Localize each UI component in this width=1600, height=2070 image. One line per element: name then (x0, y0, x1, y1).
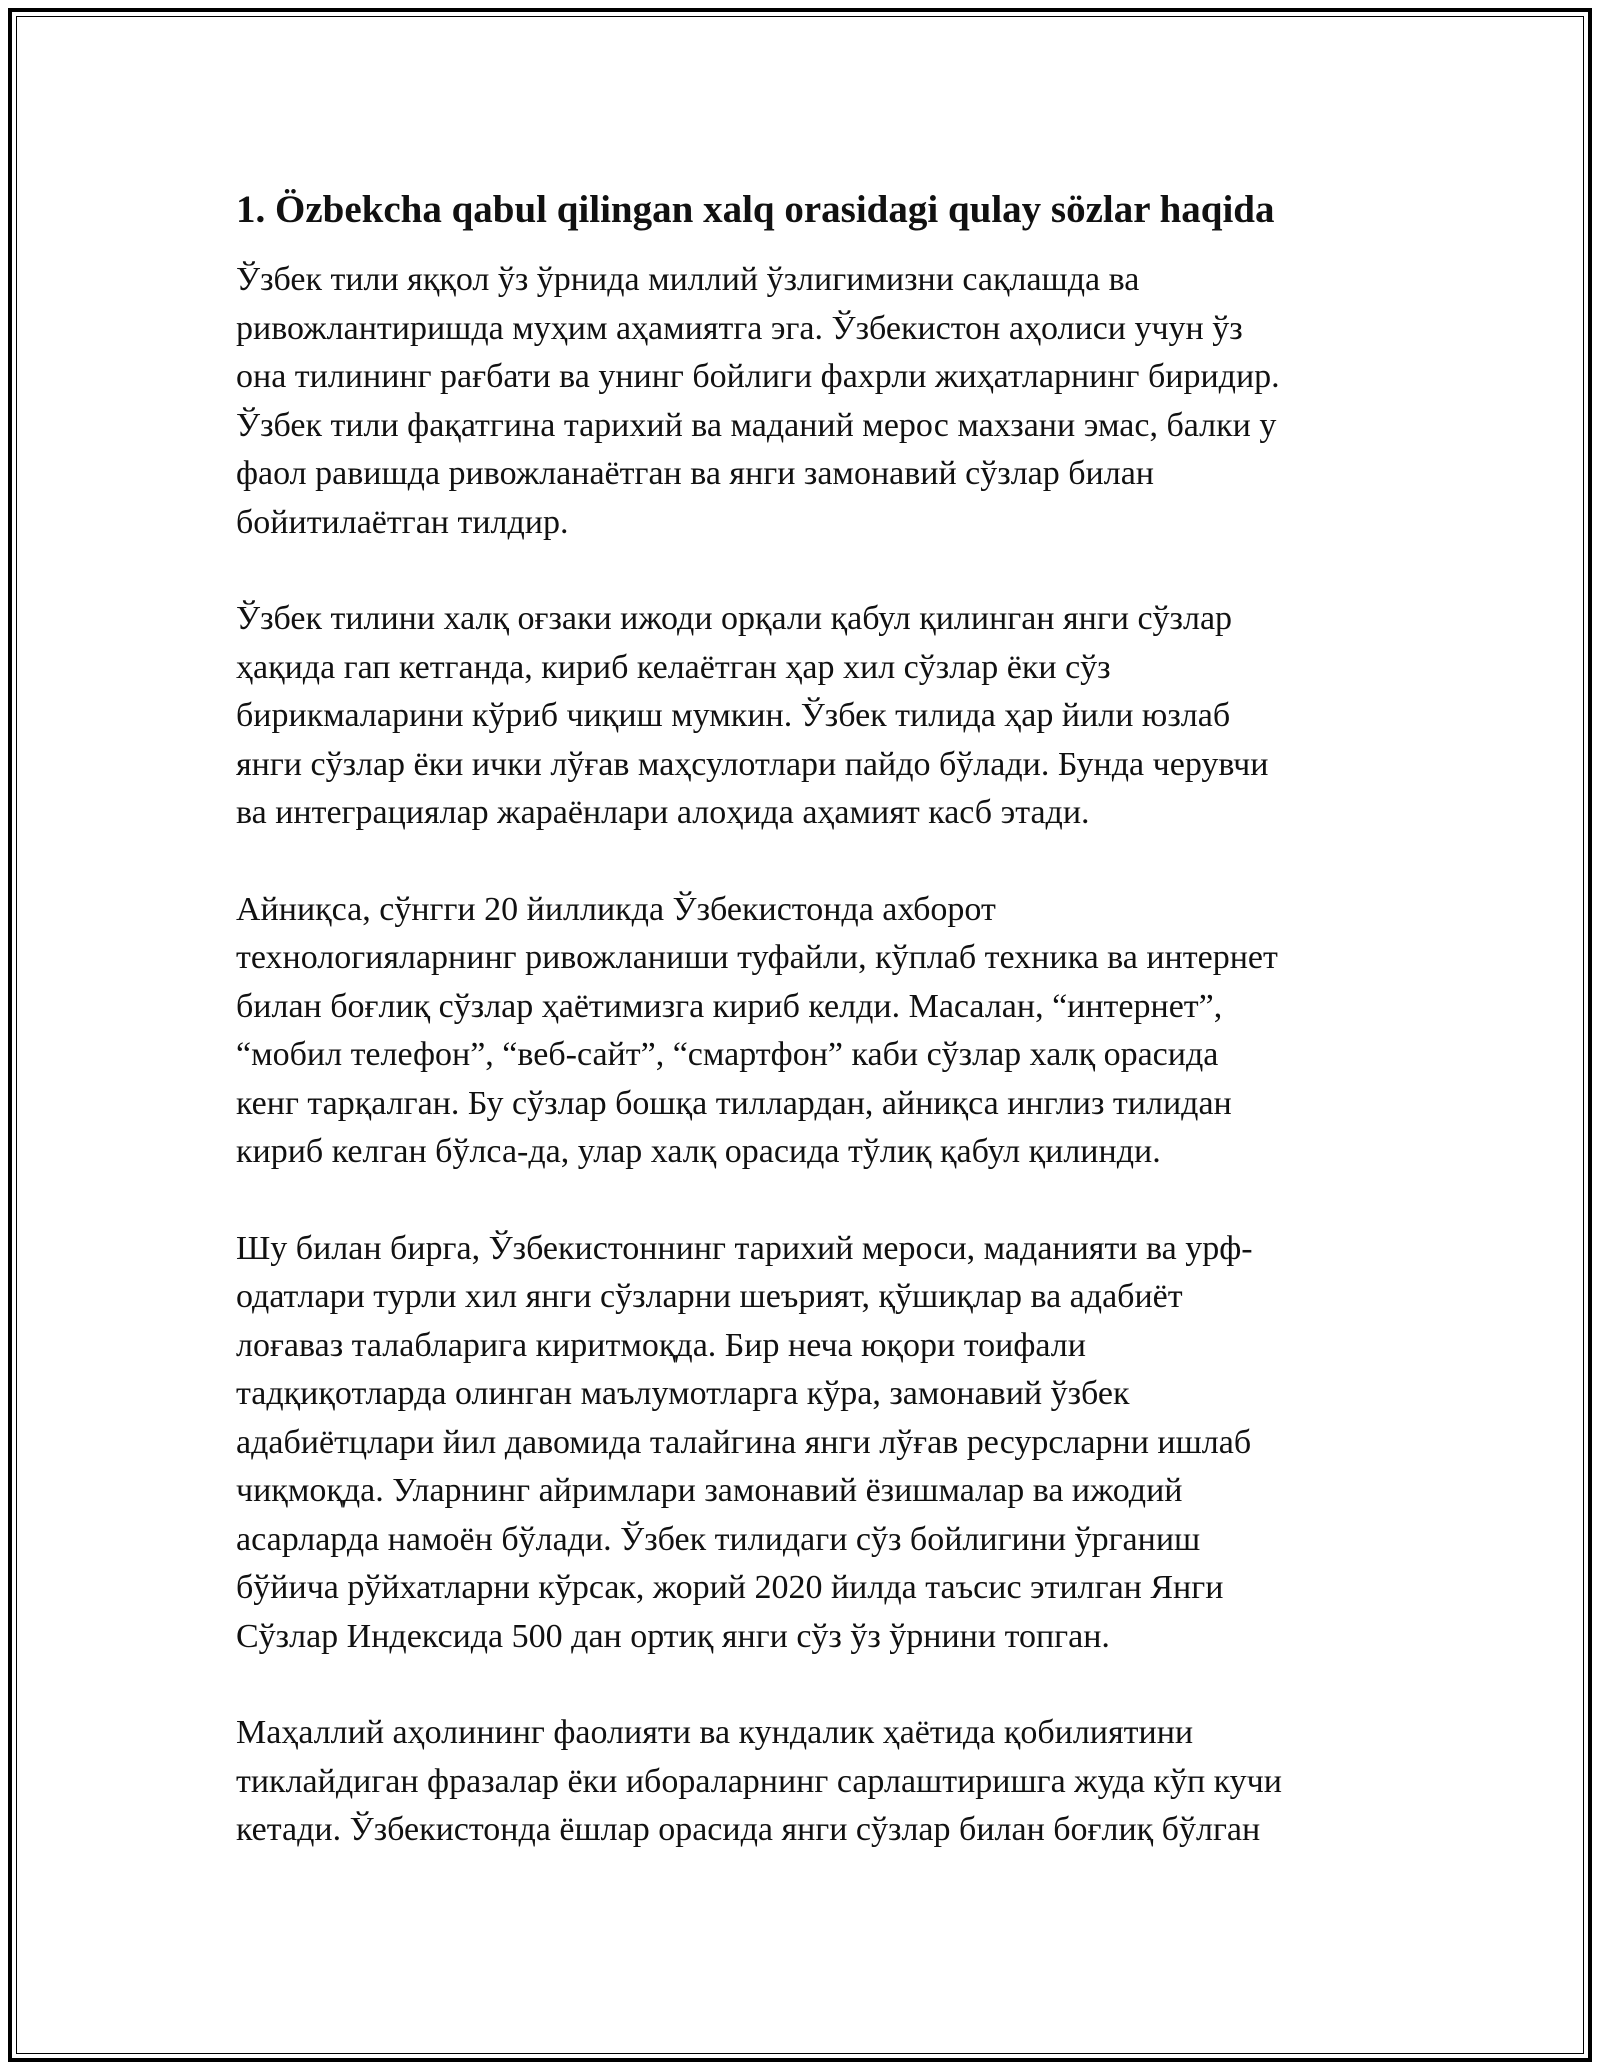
text-line: бойитилаётган тилдир. (236, 503, 569, 541)
text-line: билан боғлиқ сўзлар ҳаётимизга кириб келди. Масалан, “интернет”, (236, 987, 1223, 1025)
text-line: Ўзбек тили фақатгина тарихий ва маданий мерос махзани эмас, балки у (236, 406, 1277, 444)
text-line: тадқиқотларда олинган маълумотларга кўра, замонавий ўзбек (236, 1375, 1130, 1412)
text-line: Маҳаллий аҳолининг фаолияти ва кундалик ҳаётида қобилиятини (236, 1714, 1194, 1751)
paragraph-2 (236, 595, 1376, 838)
text-line: бўйича рўйхатларни кўрсак, жорий 2020 йилда таъсис этилган Янги (236, 1569, 1224, 1606)
text-line: лоғаваз талабларига киритмоқда. Бир неча юқори тоифали (236, 1326, 1086, 1364)
paragraph-4 (236, 1225, 1376, 1662)
text-line: кириб келган бўлса-да, улар халқ орасида тўлиқ қабул қилинди. (236, 1133, 1161, 1170)
text-line: ва интеграциялар жараёнлари алоҳида аҳамият касб этади. (236, 794, 1090, 831)
text-line: янги сўзлар ёки ички лўғав маҳсулотлари пайдо бўлади. Бунда черувчи (236, 745, 1269, 783)
text-line: тиклайдиган фразалар ёки ибораларнинг сарлаштиришга жуда кўп кучи (236, 1762, 1282, 1800)
text-line: кенг тарқалган. Бу сўзлар бошқа тиллардан, айниқса инглиз тилидан (236, 1084, 1232, 1122)
text-line: Ўзбек тили яққол ўз ўрнида миллий ўзлигимизни сақлашда ва (236, 261, 1140, 298)
text-line: ривожлантиришда муҳим аҳамиятга эга. Ўзбекистон аҳолиси учун ўз (236, 309, 1243, 347)
text-line: она тилининг рағбати ва унинг бойлиги фахрли жиҳатларнинг биридир. (236, 358, 1280, 395)
text-line: асарларда намоён бўлади. Ўзбек тилидаги сўз бойлигини ўрганиш (236, 1520, 1201, 1558)
text-line: технологияларнинг ривожланиши туфайли, кўплаб техника ва интернет (236, 939, 1278, 976)
text-line: Ўзбек тилини халқ оғзаки ижоди орқали қабул қилинган янги сўзлар (236, 600, 1233, 637)
document-body (236, 186, 1376, 1903)
text-line: Айниқса, сўнгги 20 йилликда Ўзбекистонда ахборот (236, 890, 996, 928)
text-line: бирикмаларини кўриб чиқиш мумкин. Ўзбек тилида ҳар йили юзлаб (236, 697, 1231, 734)
text-line: Шу билан бирга, Ўзбекистоннинг тарихий мероси, маданияти ва урф- (236, 1229, 1253, 1267)
text-line: кетади. Ўзбекистонда ёшлар орасида янги сўзлар билан боғлиқ бўлган (236, 1811, 1261, 1848)
paragraph-5 (236, 1709, 1376, 1855)
paragraph-3 (236, 886, 1376, 1177)
text-line: адабиётцлари йил давомида талайгина янги лўғав ресурсларни ишлаб (236, 1423, 1252, 1461)
text-line: ҳақида гап кетганда, кириб келаётган ҳар хил сўзлар ёки сўз (236, 648, 1111, 686)
text-line: “мобил телефон”, “веб-сайт”, “смартфон” каби сўзлар халқ орасида (236, 1036, 1219, 1073)
document-title: 1. Özbekcha qabul qilingan xalq orasidagi qulay sözlar haqida (236, 188, 1275, 231)
text-line: чиқмоқда. Уларнинг айримлари замонавий ёзишмалар ва ижодий (236, 1472, 1183, 1509)
text-line: Сўзлар Индексида 500 дан ортиқ янги сўз ўз ўрнини топган. (236, 1617, 1110, 1655)
text-line: одатлари турли хил янги сўзларни шеърият, қўшиқлар ва адабиёт (236, 1278, 1183, 1315)
text-line: фаол равишда ривожланаётган ва янги замонавий сўзлар билан (236, 455, 1154, 492)
paragraph-1 (236, 256, 1376, 547)
